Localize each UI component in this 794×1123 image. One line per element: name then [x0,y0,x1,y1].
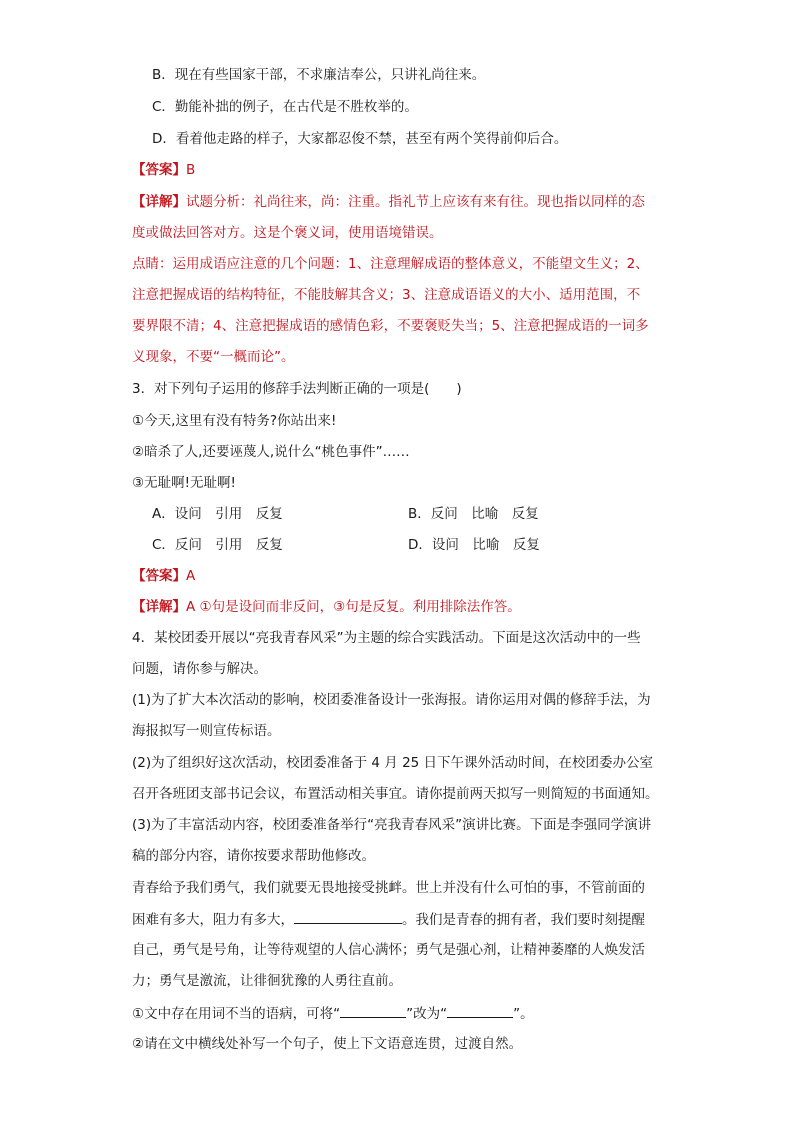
passage-text: 。我们是青春的拥有者，我们要时刻提醒 [402,912,645,928]
q2-explain-line-2: 度或做法回答对方。这是个褒义词，使用语境错误。 [132,225,443,241]
answer-tag: 【答案】 [132,568,186,584]
task-text: ”改为“ [406,1006,448,1022]
q4-stem-line-2: 问题，请你参与解决。 [132,661,267,677]
q4-passage-line-1: 青春给予我们勇气，我们就要无畏地接受挑衅。世上并没有什么可怕的事，不管前面的 [132,880,645,896]
q4-part3-line-1: (3)为了丰富活动内容，校团委准备举行“亮我青春风采”演讲比赛。下面是李强同学演讲 [132,817,652,833]
q2-tip-line-4: 义现象，不要“一概而论”。 [132,349,295,365]
q2-answer [132,160,195,180]
task-text: ”。 [513,1006,534,1022]
answer-value: B [186,162,196,178]
q4-task-2: ②请在文中横线处补写一个句子，使上下文语意连贯，过渡自然。 [132,1036,523,1052]
fill-blank[interactable] [294,909,402,924]
q2-option-d: D．看着他走路的样子，大家都忍俊不禁，甚至有两个笑得前仰后合。 [152,131,568,147]
q3-sentence-3: ③无耻啊!无耻啊! [132,475,236,491]
explain-text: 试题分析：礼尚往来，尚：注重。指礼节上应该有来有往。现也指以同样的态 [186,194,645,210]
q2-tip-line-3: 要界限不清；4、注意把握成语的感情色彩，不要褒贬失当；5、注意把握成语的一词多 [132,318,649,334]
answer-tag: 【答案】 [132,162,186,178]
explain-tag: 【详解】 [132,194,186,210]
q4-passage-line-4: 力；勇气是激流，让徘徊犹豫的人勇往直前。 [132,973,402,989]
q4-passage-line-3: 自己，勇气是号角，让等待观望的人信心满怀；勇气是强心剂，让精神萎靡的人焕发活 [132,942,645,958]
q4-part1-line-2: 海报拟写一则宣传标语。 [132,723,281,739]
q3-stem: 3．对下列句子运用的修辞手法判断正确的一项是( ) [132,381,462,397]
q3-option-d: D．设问 比喻 反复 [408,537,540,553]
q4-part3-line-2: 稿的部分内容，请你按要求帮助他修改。 [132,848,375,864]
fill-blank[interactable] [340,1003,406,1018]
q3-answer [132,566,195,586]
q3-option-b: B．反问 比喻 反复 [408,506,539,522]
q4-passage-line-2 [132,909,645,930]
explain-text: A ①句是设问而非反问，③句是反复。利用排除法作答。 [186,599,521,615]
fill-blank[interactable] [447,1003,513,1018]
q4-part2-line-2: 召开各班团支部书记会议，布置活动相关事宜。请你提前两天拟写一则简短的书面通知。 [132,786,659,802]
q2-explain-line-1 [132,192,645,212]
q4-stem-line-1: 4．某校团委开展以“亮我青春风采”为主题的综合实践活动。下面是这次活动中的一些 [132,630,641,646]
passage-text: 困难有多大，阻力有多大， [132,912,294,928]
answer-value: A [186,568,196,584]
q3-sentence-1: ①今天,这里有没有特务?你站出来! [132,413,337,429]
q2-tip-line-2: 注意把握成语的结构特征，不能肢解其含义；3、注意成语语义的大小、适用范围，不 [132,287,641,303]
q3-option-c: C．反问 引用 反复 [152,537,283,553]
q4-part1-line-1: (1)为了扩大本次活动的影响，校团委准备设计一张海报。请你运用对偶的修辞手法，为 [132,692,651,708]
q4-part2-line-1: (2)为了组织好这次活动，校团委准备于 4 月 25 日下午课外活动时间，在校团委办公室 [132,755,654,771]
q2-tip-line-1: 点睛：运用成语应注意的几个问题：1、注意理解成语的整体意义，不能望文生义；2、 [132,256,649,272]
q2-option-b: B．现在有些国家干部，不求廉洁奉公，只讲礼尚往来。 [152,67,486,83]
task-text: ①文中存在用词不当的语病，可将“ [132,1006,341,1022]
q3-option-a: A．设问 引用 反复 [152,506,283,522]
q3-explain [132,597,521,617]
q2-option-c: C．勤能补拙的例子，在古代是不胜枚举的。 [152,99,418,115]
explain-tag: 【详解】 [132,599,186,615]
q3-sentence-2: ②暗杀了人,还要诬蔑人,说什么“桃色事件”…… [132,444,410,460]
q4-task-1 [132,1003,534,1024]
